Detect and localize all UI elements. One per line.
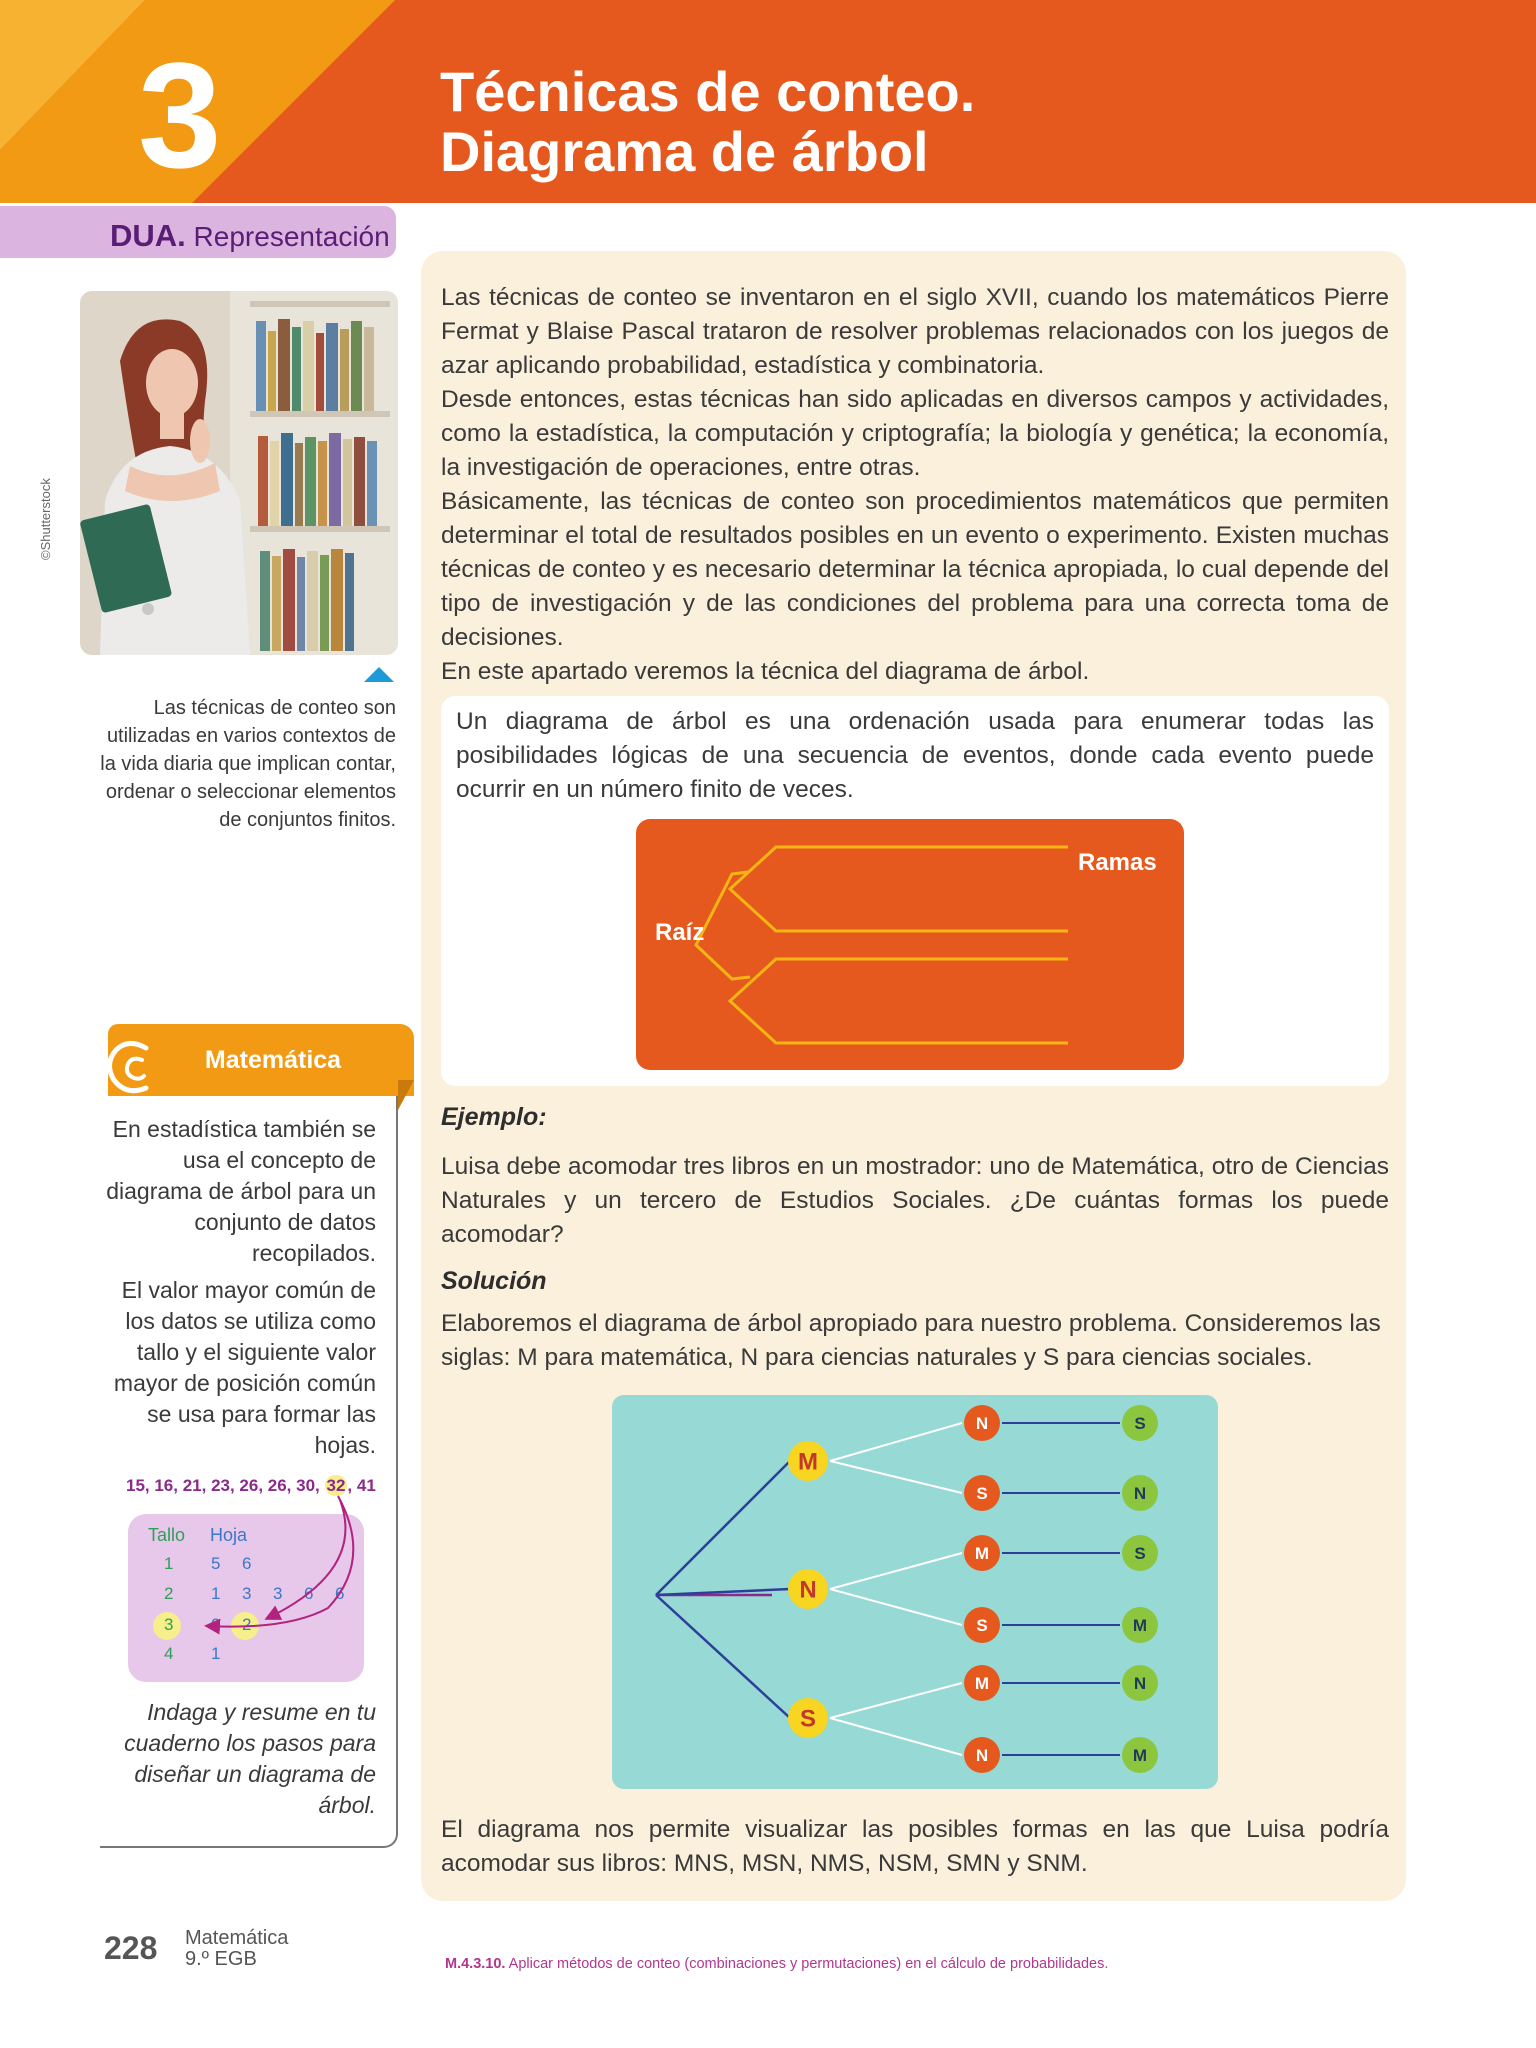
tree-node-level-2 [964, 1405, 1000, 1441]
math-note-title: Matemática [204, 1046, 342, 1074]
stem-value: 2 [164, 1584, 174, 1603]
tree-node-level-3-label: M [1132, 1616, 1148, 1636]
intro-text [441, 281, 1389, 689]
leaf-value: 2 [242, 1615, 252, 1634]
upper-branch-line [730, 847, 1068, 931]
leaf-value: 5 [211, 1554, 221, 1573]
tree-node-level-1-label: N [799, 1576, 817, 1604]
stem-leaf-arrows [128, 1490, 378, 1650]
leaf-value: 3 [273, 1584, 283, 1603]
definition-text: Un diagrama de árbol es una ordenación usada para enumerar todas las posibilidades lógicas de una secuencia de eventos, donde cada evento puede ocurrir en un número finito de veces. [456, 708, 1374, 803]
stem-value: 3 [164, 1615, 174, 1634]
lower-branch-line [730, 959, 1068, 1043]
photo-caption: Las técnicas de conteo son utilizadas en varios contextos de la vida diaria que implican contar, ordenar o seleccionar elementos de conjuntos finitos. [100, 697, 396, 831]
level-2-branch [830, 1589, 962, 1625]
page-title [440, 62, 975, 182]
tree-node-level-3-label: S [1134, 1414, 1146, 1434]
tree-node-level-3 [1122, 1475, 1158, 1511]
intro-paragraph-2: Desde entonces, estas técnicas han sido aplicadas en diversos campos y actividades, como la estadística, la computación y criptografía; la biología y genética; la economía, la investigación de operaciones, entre otras. [441, 386, 1389, 481]
leaf-value: 1 [211, 1584, 221, 1603]
tree-node-level-3-label: S [1134, 1544, 1146, 1564]
tree-node-level-2 [964, 1665, 1000, 1701]
level-1-branch [656, 1461, 790, 1595]
tree-node-level-3-label: N [1133, 1484, 1147, 1504]
curriculum-standard [445, 1956, 1108, 1972]
tree-node-level-2 [964, 1737, 1000, 1773]
leaf-value: 6 [335, 1584, 345, 1603]
stem-value: 1 [164, 1554, 174, 1573]
level-2-branch [830, 1553, 962, 1589]
root-label: Raíz [655, 919, 705, 946]
tree-node-level-1 [788, 1441, 828, 1481]
intro-paragraph-4: En este apartado veremos la técnica del diagrama de árbol. [441, 658, 1090, 685]
title-line-1: Técnicas de conteo. [440, 60, 976, 123]
dua-bold: DUA. [110, 218, 186, 253]
tree-node-level-2 [964, 1535, 1000, 1571]
title-line-2: Diagrama de árbol [440, 120, 929, 183]
tree-node-level-3-label: N [1133, 1674, 1147, 1694]
math-note-paragraph-2: El valor mayor común de los datos se utiliza como tallo y el siguiente valor mayor de posición común se usa para formar las hojas. [113, 1277, 376, 1458]
solution-text: Elaboremos el diagrama de árbol apropiado para nuestro problema. Consideremos las siglas: M para matemática, N para ciencias naturales y S para ciencias sociales. [441, 1310, 1381, 1371]
tree-node-level-3-label: M [1132, 1746, 1148, 1766]
tree-node-level-2-label: N [975, 1746, 989, 1766]
data-values: 15, 16, 21, 23, 26, 26, 30, [126, 1476, 325, 1495]
tree-node-level-1 [788, 1698, 828, 1738]
page-number: 228 [104, 1930, 158, 1966]
level-2-branch [830, 1423, 962, 1461]
dua-label [110, 218, 390, 254]
level-2-branch [830, 1683, 962, 1718]
math-note-paragraph-1: En estadística también se usa el concepto de diagrama de árbol para un conjunto de datos recopilados. [106, 1116, 376, 1266]
data-highlight: 32 [326, 1476, 346, 1495]
caption-pointer-icon [364, 667, 394, 682]
example-title: Ejemplo: [441, 1103, 547, 1131]
tree-node-level-3 [1122, 1405, 1158, 1441]
intro-paragraph-1: Las técnicas de conteo se inventaron en el siglo XVII, cuando los matemáticos Pierre Fermat y Blaise Pascal trataron de resolver problemas relacionados con los juegos de azar aplicando probabilidad, estadística y combinatoria. [441, 284, 1389, 379]
leaf-value: 0 [211, 1615, 221, 1634]
leaf-value: 6 [242, 1554, 252, 1573]
photo-credit: ©Shutterstock [38, 478, 53, 560]
chapter-number: 3 [138, 31, 222, 199]
tree-node-level-1-label: M [798, 1448, 818, 1476]
tree-node-level-3 [1122, 1535, 1158, 1571]
leaf-value: 1 [211, 1644, 221, 1663]
tree-node-level-1-label: S [799, 1705, 817, 1733]
tree-node-level-3 [1122, 1665, 1158, 1701]
tree-node-level-2 [964, 1475, 1000, 1511]
leaf-value: 6 [304, 1584, 314, 1603]
tree-node-level-2-label: S [976, 1484, 988, 1504]
dua-text: Representación [185, 221, 390, 252]
tab-fold-icon [398, 1080, 418, 1120]
math-note-text [100, 1114, 376, 1467]
tree-node-level-2-label: M [974, 1544, 990, 1564]
standard-code: M.4.3.10. [445, 1956, 506, 1972]
tree-node-level-2-label: N [975, 1414, 989, 1434]
subject-name: Matemática [185, 1927, 289, 1949]
leaf-header: Hoja [210, 1525, 248, 1545]
example-text: Luisa debe acomodar tres libros en un mostrador: uno de Matemática, otro de Ciencias Naturales y un tercero de Estudios Sociales. ¿De cuántas formas los puede acomodar? [441, 1153, 1389, 1248]
tree-node-level-1 [788, 1569, 828, 1609]
stem-header: Tallo [148, 1525, 186, 1545]
level-2-branch [830, 1718, 962, 1755]
tree-node-level-3 [1122, 1737, 1158, 1773]
leaf-value: 3 [242, 1584, 252, 1603]
book-tree-svg [612, 1395, 1218, 1789]
library-photo [80, 291, 398, 655]
intro-paragraph-3: Básicamente, las técnicas de conteo son procedimientos matemáticos que permiten determinar el total de resultados posibles en un evento o experimento. Existen muchas técnicas de conteo y es necesario determinar la técnica apropiada, lo cual depende del tipo de investigación y de las condiciones del problema para una correcta toma de decisiones. [441, 488, 1389, 651]
stem-value: 4 [164, 1644, 174, 1663]
level-2-branch [830, 1461, 962, 1493]
activity-prompt: Indaga y resume en tu cuaderno los pasos para diseñar un diagrama de árbol. [124, 1699, 376, 1818]
tree-node-level-2-label: M [974, 1674, 990, 1694]
grade-level: 9.º EGB [185, 1948, 257, 1970]
level-1-branch [656, 1595, 790, 1718]
standard-text: Aplicar métodos de conteo (combinaciones y permutaciones) en el cálculo de probabilidades. [505, 1956, 1109, 1972]
conclusion-text: El diagrama nos permite visualizar las posibles formas en las que Luisa podría acomodar sus libros: MNS, MSN, NMS, NSM, SMN y SNM. [441, 1816, 1389, 1877]
tree-node-level-2-label: S [976, 1616, 988, 1636]
data-values-end: , 41 [347, 1476, 376, 1495]
arrow-to-stem [208, 1496, 353, 1627]
subject-label [185, 1928, 288, 1970]
solution-title: Solución [441, 1267, 547, 1295]
tree-node-level-3 [1122, 1607, 1158, 1643]
branches-label: Ramas [1078, 849, 1157, 876]
tree-node-level-2 [964, 1607, 1000, 1643]
